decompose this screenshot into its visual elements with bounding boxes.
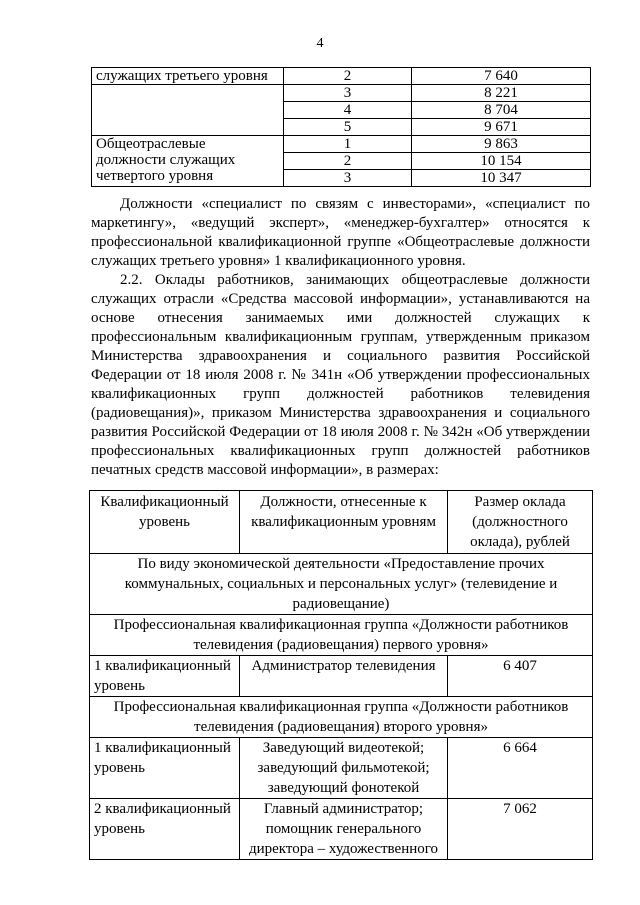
level-cell: 3 <box>284 85 412 102</box>
salary-cell: 9 671 <box>412 119 591 136</box>
group-title-row <box>90 615 593 656</box>
table-row <box>92 136 591 153</box>
level-cell: 5 <box>284 119 412 136</box>
salary-cell: 10 154 <box>412 153 591 170</box>
level-cell: 1 квалификационный уровень <box>90 738 240 799</box>
group-title-row <box>90 697 593 738</box>
positions-cell: Администратор телевидения <box>240 656 448 697</box>
level-cell: 2 <box>284 153 412 170</box>
salary-cell: 7 640 <box>412 68 591 85</box>
page-number: 4 <box>316 36 324 51</box>
positions-cell: Заведующий видеотекой; заведующий фильмотекой; заведующий фонотекой <box>240 738 448 799</box>
level-cell: 3 <box>284 170 412 187</box>
salary-cell: 6 407 <box>448 656 593 697</box>
header-salary: Размер оклада (должностного оклада), рублей <box>448 491 593 554</box>
table-header-row <box>90 491 593 554</box>
salary-table-main <box>89 490 593 860</box>
level-cell: 2 <box>284 68 412 85</box>
paragraph-specialist-positions: Должности «специалист по связям с инвесторами», «специалист по маркетингу», «ведущий эксперт», «менеджер-бухгалтер» относятся к профессиональной квалификационной группе «Общеотраслевые должности служащих третьего уровня» 1 квалификационного уровня. <box>91 196 590 269</box>
salary-cell: 10 347 <box>412 170 591 187</box>
header-positions: Должности, отнесенные к квалификационным уровням <box>240 491 448 554</box>
group-title-1: Профессиональная квалификационная группа «Должности работников телевидения (радиовещания) первого уровня» <box>90 615 593 656</box>
group-name-cell <box>92 85 284 102</box>
header-level: Квалификационный уровень <box>90 491 240 554</box>
level-cell: 1 <box>284 136 412 153</box>
group-name-cell <box>92 102 284 119</box>
table-row <box>90 799 593 860</box>
section-row <box>90 554 593 615</box>
salary-cell: 6 664 <box>448 738 593 799</box>
level-cell: 2 квалификационный уровень <box>90 799 240 860</box>
positions-cell: Главный администратор; помощник генерального директора – художественного <box>240 799 448 860</box>
table-row <box>92 68 591 85</box>
group-name-cell: служащих третьего уровня <box>92 68 284 85</box>
group-name-cell: Общеотраслевые должности служащих четвертого уровня <box>92 136 284 187</box>
level-cell: 1 квалификационный уровень <box>90 656 240 697</box>
group-name-cell <box>92 119 284 136</box>
salary-cell: 8 704 <box>412 102 591 119</box>
salary-cell: 8 221 <box>412 85 591 102</box>
level-cell: 4 <box>284 102 412 119</box>
table-row <box>90 656 593 697</box>
paragraph-2-2: 2.2. Оклады работников, занимающих общеотраслевые должности служащих отрасли «Средства массовой информации», устанавливаются на основе отнесения занимаемых ими должностей служащих к профессиональным квалификационным группам, утвержденным приказом Министерства здравоохранения и социального развития Российской Федерации от 18 июля 2008 г. № 341н «Об утверждении профессиональных квалификационных групп должностей работников телевидения (радиовещания)», приказом Министерства здравоохранения и социального развития Российской Федерации от 18 июля 2008 г. № 342н «Об утверждении профессиональных квалификационных групп должностей работников печатных средств массовой информации», в размерах: <box>91 272 590 478</box>
table-row <box>92 102 591 119</box>
section-title: По виду экономической деятельности «Предоставление прочих коммунальных, социальных и персональных услуг» (телевидение и радиовещание) <box>90 554 593 615</box>
table-row <box>90 738 593 799</box>
salary-table-continuation <box>91 67 591 187</box>
salary-cell: 7 062 <box>448 799 593 860</box>
salary-cell: 9 863 <box>412 136 591 153</box>
table-row <box>92 85 591 102</box>
table-row <box>92 119 591 136</box>
group-title-2: Профессиональная квалификационная группа «Должности работников телевидения (радиовещания) второго уровня» <box>90 697 593 738</box>
